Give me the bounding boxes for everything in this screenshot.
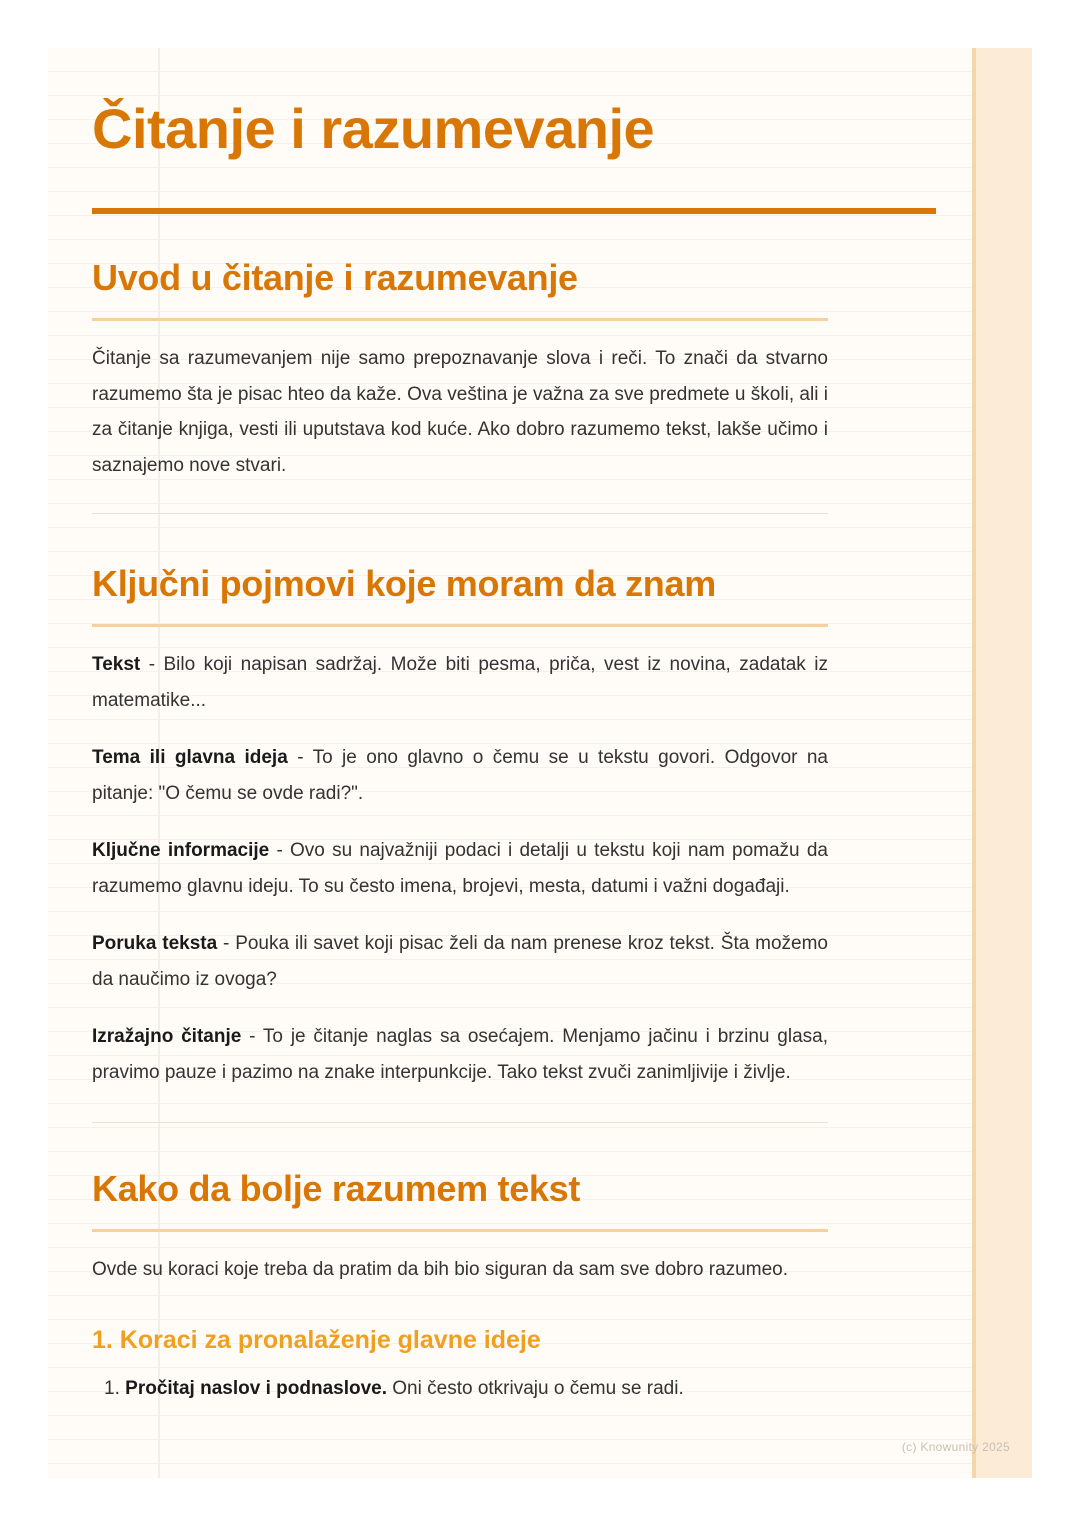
- section-heading-better: Kako da bolje razumem tekst: [92, 1168, 581, 1209]
- term-definition: - To je ono glavno o čemu se u tekstu govori. Odgovor na pitanje: "O čemu se ovde radi?".: [92, 747, 828, 804]
- term-definition: - Ovo su najvažniji podaci i detalji u tekstu koji nam pomažu da razumemo glavnu ideju. To su često imena, brojevi, mesta, datumi i važni događaji.: [92, 840, 828, 897]
- term-label: Tekst: [92, 654, 141, 675]
- term-definition: - Bilo koji napisan sadržaj. Može biti pesma, priča, vest iz novina, zadatak iz matematike...: [92, 654, 828, 711]
- section-divider: [92, 513, 828, 514]
- term-item: [92, 926, 828, 997]
- section-underline: [92, 624, 828, 627]
- section-heading-key-terms: Ključni pojmovi koje moram da znam: [92, 563, 716, 604]
- step-bold: Pročitaj naslov i podnaslove.: [125, 1377, 387, 1399]
- term-label: Poruka teksta: [92, 933, 218, 954]
- right-margin-band: [972, 48, 1032, 1478]
- watermark: (c) Knowunity 2025: [901, 1440, 1010, 1454]
- section-underline: [92, 318, 828, 321]
- note-page: [48, 48, 1032, 1478]
- step-item: [92, 1374, 936, 1404]
- section-divider: [92, 1122, 828, 1123]
- step-text: Oni često otkrivaju o čemu se radi.: [387, 1377, 684, 1399]
- term-definition: - Pouka ili savet koji pisac želi da nam prenese kroz tekst. Šta možemo da naučimo iz ovoga?: [92, 933, 828, 990]
- content: [92, 48, 936, 1404]
- term-label: Ključne informacije: [92, 840, 270, 861]
- section-underline: [92, 1229, 828, 1232]
- term-item: [92, 833, 828, 904]
- intro-paragraph: Čitanje sa razumevanjem nije samo prepoznavanje slova i reči. To znači da stvarno razumemo šta je pisac hteo da kaže. Ova veština je važna za sve predmete u školi, ali i za čitanje knjiga, vesti ili uputstava kod kuće. Ako dobro razumemo tekst, lakše učimo i saznajemo nove stvari.: [92, 348, 828, 476]
- term-item: [92, 740, 828, 811]
- term-label: Tema ili glavna ideja: [92, 747, 288, 768]
- step-number: 1.: [104, 1377, 120, 1399]
- page-title: Čitanje i razumevanje: [92, 97, 655, 160]
- better-paragraph: Ovde su koraci koje treba da pratim da bih bio siguran da sam sve dobro razumeo.: [92, 1259, 788, 1280]
- subheading-main-idea-steps: 1. Koraci za pronalaženje glavne ideje: [92, 1325, 541, 1354]
- term-label: Izražajno čitanje: [92, 1026, 242, 1047]
- term-definition: - To je čitanje naglas sa osećajem. Menjamo jačinu i brzinu glasa, pravimo pauze i pazimo na znake interpunkcije. Tako tekst zvuči zanimljivije i življe.: [92, 1026, 828, 1083]
- section-heading-intro: Uvod u čitanje i razumevanje: [92, 257, 578, 298]
- title-underline: [92, 208, 936, 214]
- term-item: [92, 1019, 828, 1090]
- term-item: [92, 647, 828, 718]
